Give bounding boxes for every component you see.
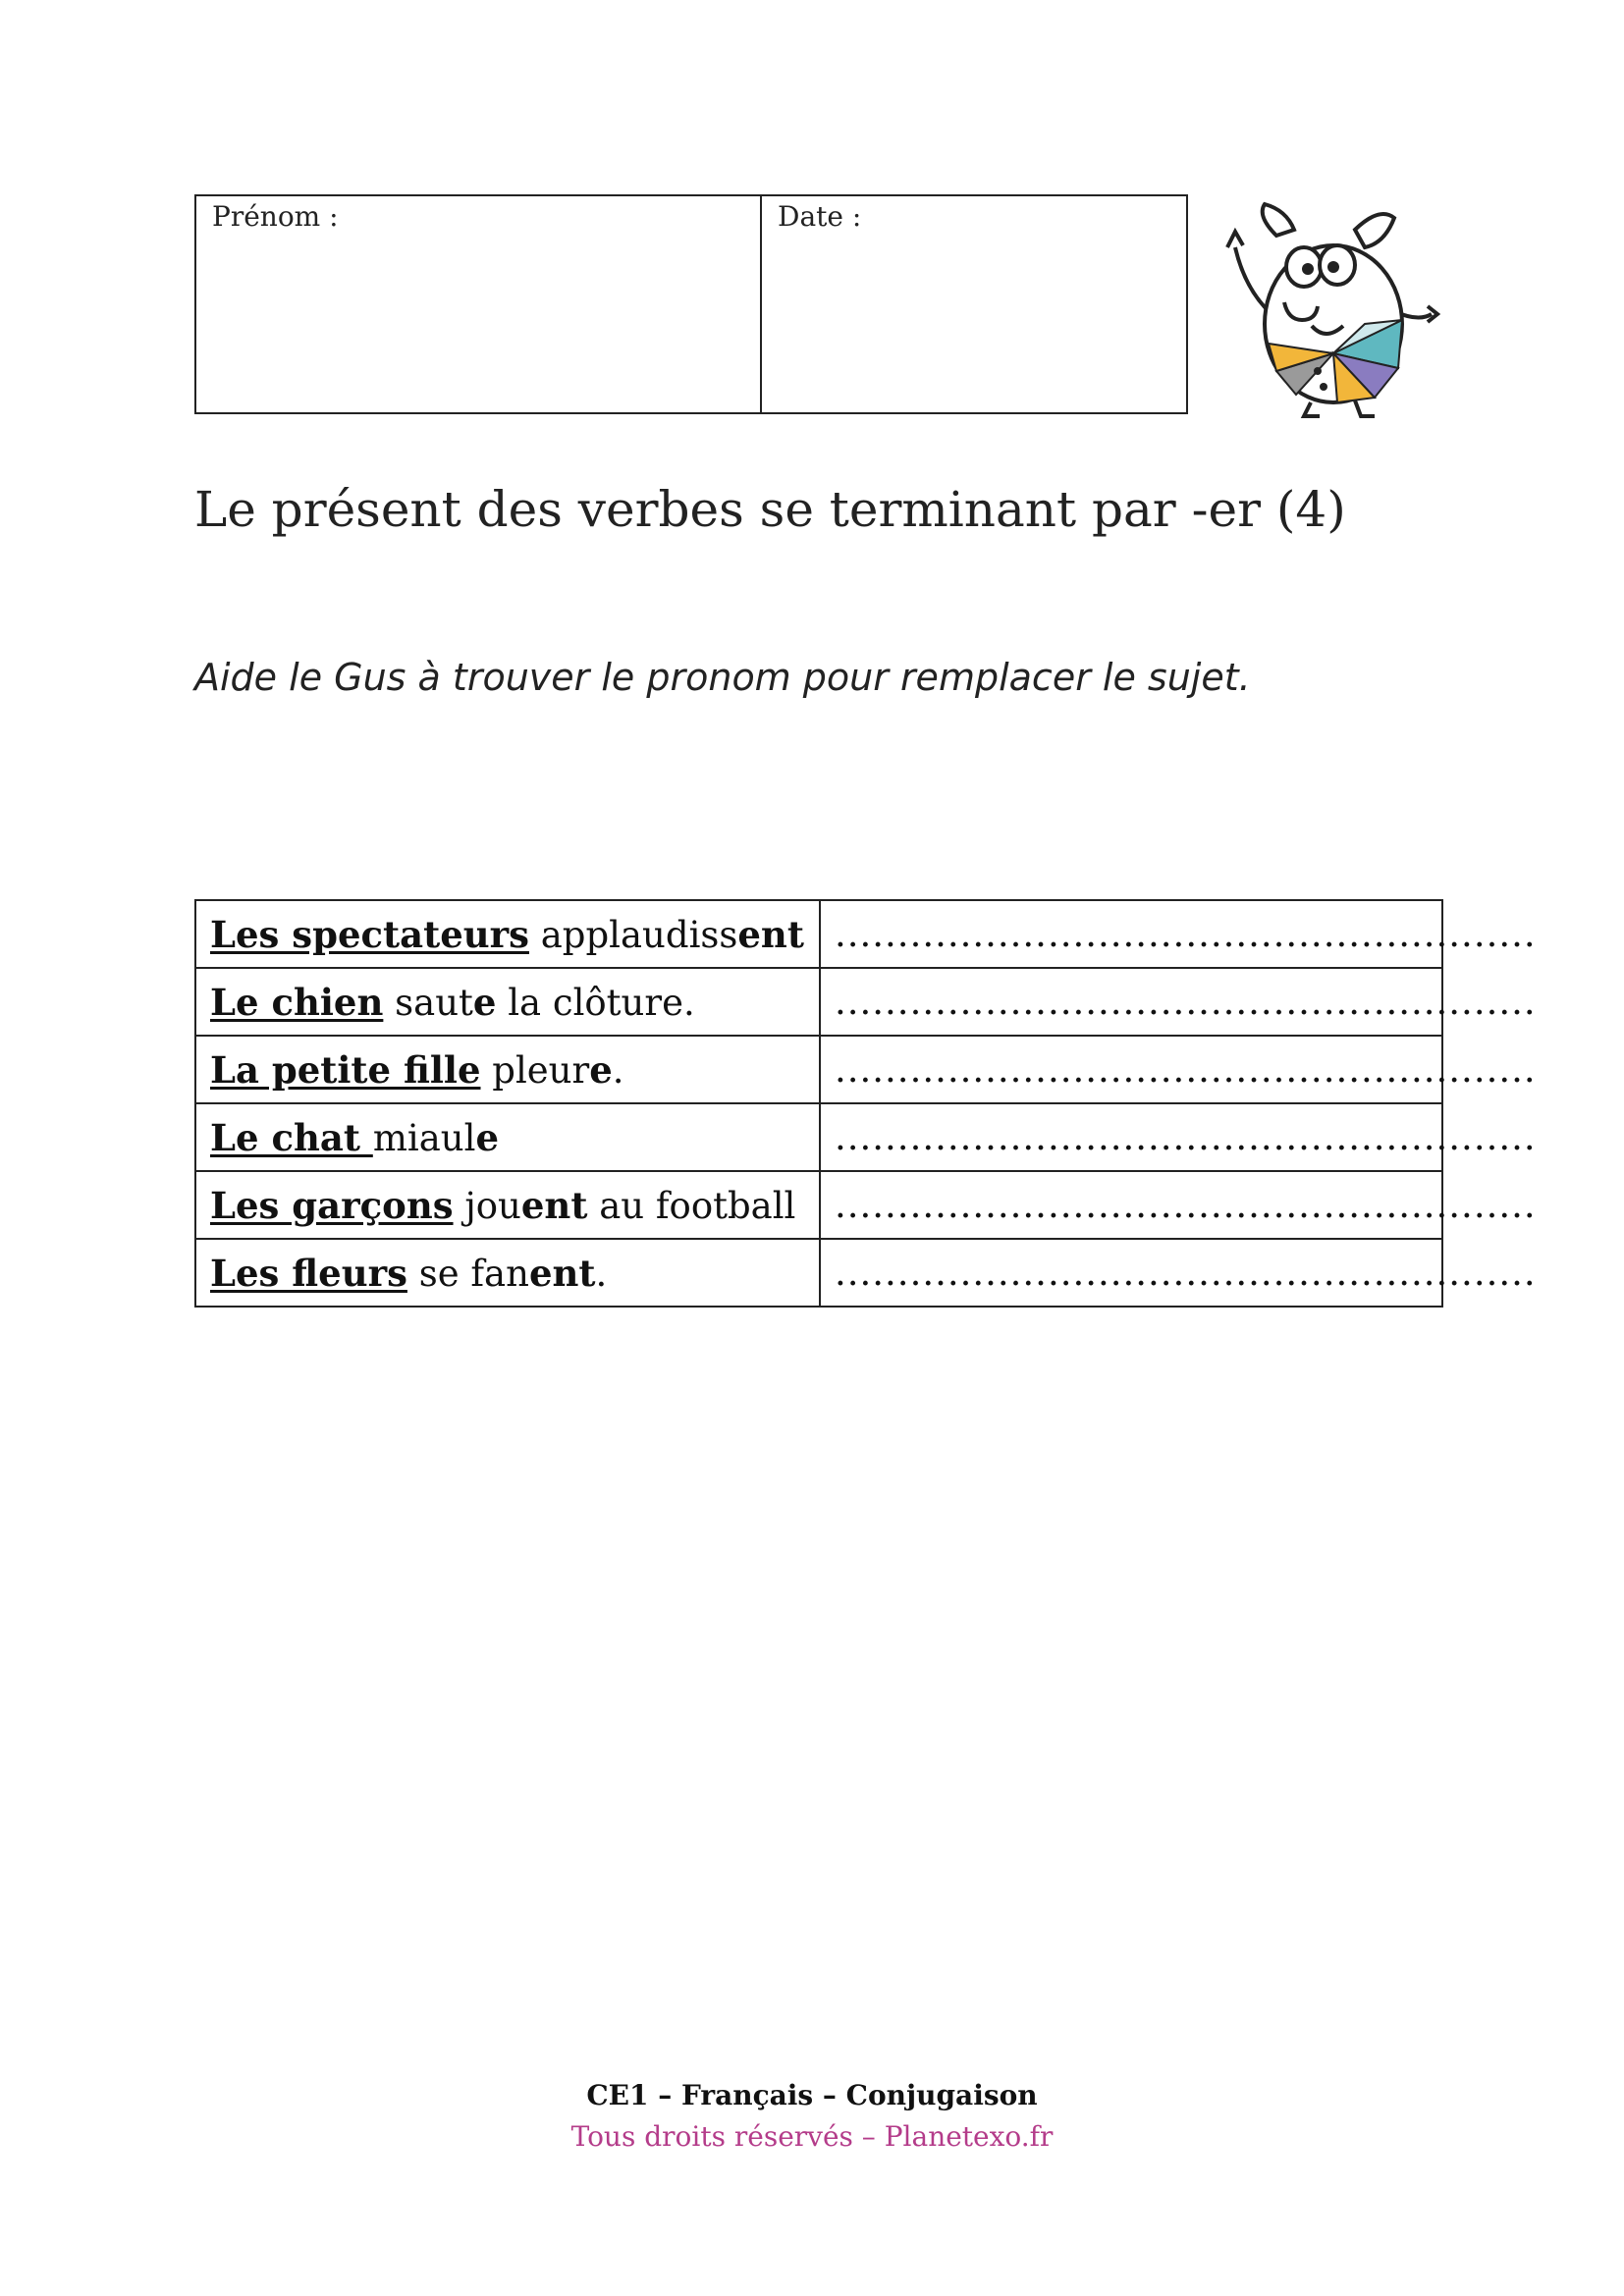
- date-label: Date :: [778, 200, 862, 233]
- sentence-rest: la clôture.: [496, 981, 695, 1024]
- prenom-field[interactable]: [196, 196, 762, 412]
- instruction-text: Aide le Gus à trouver le pronom pour remplacer le sujet.: [194, 656, 1251, 699]
- sentence-rest: au football: [587, 1184, 796, 1227]
- verb-ending: e: [472, 980, 497, 1024]
- verb-ending: e: [589, 1047, 613, 1092]
- verb-ending: ent: [520, 1183, 588, 1227]
- sentence-cell: [195, 1239, 820, 1307]
- sentence-space: [407, 1253, 419, 1295]
- sentence-subject: Le chat: [210, 1115, 373, 1159]
- footer-copyright: Tous droits réservés – Planetexo.fr: [570, 2120, 1054, 2153]
- sentence-space: [481, 1049, 493, 1092]
- sentence-subject: Le chien: [210, 980, 384, 1024]
- table-row: [195, 1036, 1442, 1103]
- gus-mascot-icon: [1218, 196, 1438, 417]
- date-field[interactable]: [762, 196, 1186, 412]
- verb-ending: e: [475, 1115, 500, 1159]
- answer-blank[interactable]: ........................................................: [820, 1239, 1442, 1307]
- answer-blank[interactable]: ........................................................: [820, 1036, 1442, 1103]
- table-row: [195, 900, 1442, 968]
- sentence-rest: .: [612, 1048, 624, 1092]
- sentence-subject: Les fleurs: [210, 1251, 407, 1295]
- footer-course-label: CE1 – Français – Conjugaison: [586, 2079, 1038, 2111]
- sentence-cell: [195, 1171, 820, 1239]
- verb-ending: ent: [737, 912, 804, 956]
- table-row: [195, 1103, 1442, 1171]
- sentence-subject: Les garçons: [210, 1183, 454, 1227]
- student-info-box: [194, 194, 1188, 414]
- table-row: [195, 1239, 1442, 1307]
- sentence-space: [383, 982, 395, 1024]
- sentence-cell: [195, 1103, 820, 1171]
- verb-stem: miaul: [372, 1116, 476, 1159]
- verb-ending: ent: [528, 1251, 596, 1295]
- sentence-cell: [195, 1036, 820, 1103]
- sentence-space: [454, 1185, 465, 1227]
- verb-stem: saut: [395, 981, 473, 1024]
- answer-blank[interactable]: ........................................................: [820, 1103, 1442, 1171]
- verb-stem: applaudiss: [540, 913, 738, 956]
- page-title: Le présent des verbes se terminant par -er (4): [194, 481, 1346, 538]
- sentence-rest: .: [595, 1252, 608, 1295]
- sentence-subject: La petite fille: [210, 1047, 481, 1092]
- answer-blank[interactable]: ........................................................: [820, 968, 1442, 1036]
- verb-stem: se fan: [418, 1252, 529, 1295]
- sentence-cell: [195, 968, 820, 1036]
- exercise-table: [194, 899, 1537, 1308]
- sentence-subject: Les spectateurs: [210, 912, 529, 956]
- verb-stem: pleur: [492, 1048, 590, 1092]
- table-row: [195, 1171, 1442, 1239]
- verb-stem: jou: [464, 1184, 521, 1227]
- sentence-cell: [195, 900, 820, 968]
- prenom-label: Prénom :: [212, 200, 339, 233]
- sentence-space: [529, 914, 541, 956]
- answer-blank[interactable]: ........................................................: [820, 1171, 1442, 1239]
- table-row: [195, 968, 1442, 1036]
- answer-blank[interactable]: ........................................................: [820, 900, 1442, 968]
